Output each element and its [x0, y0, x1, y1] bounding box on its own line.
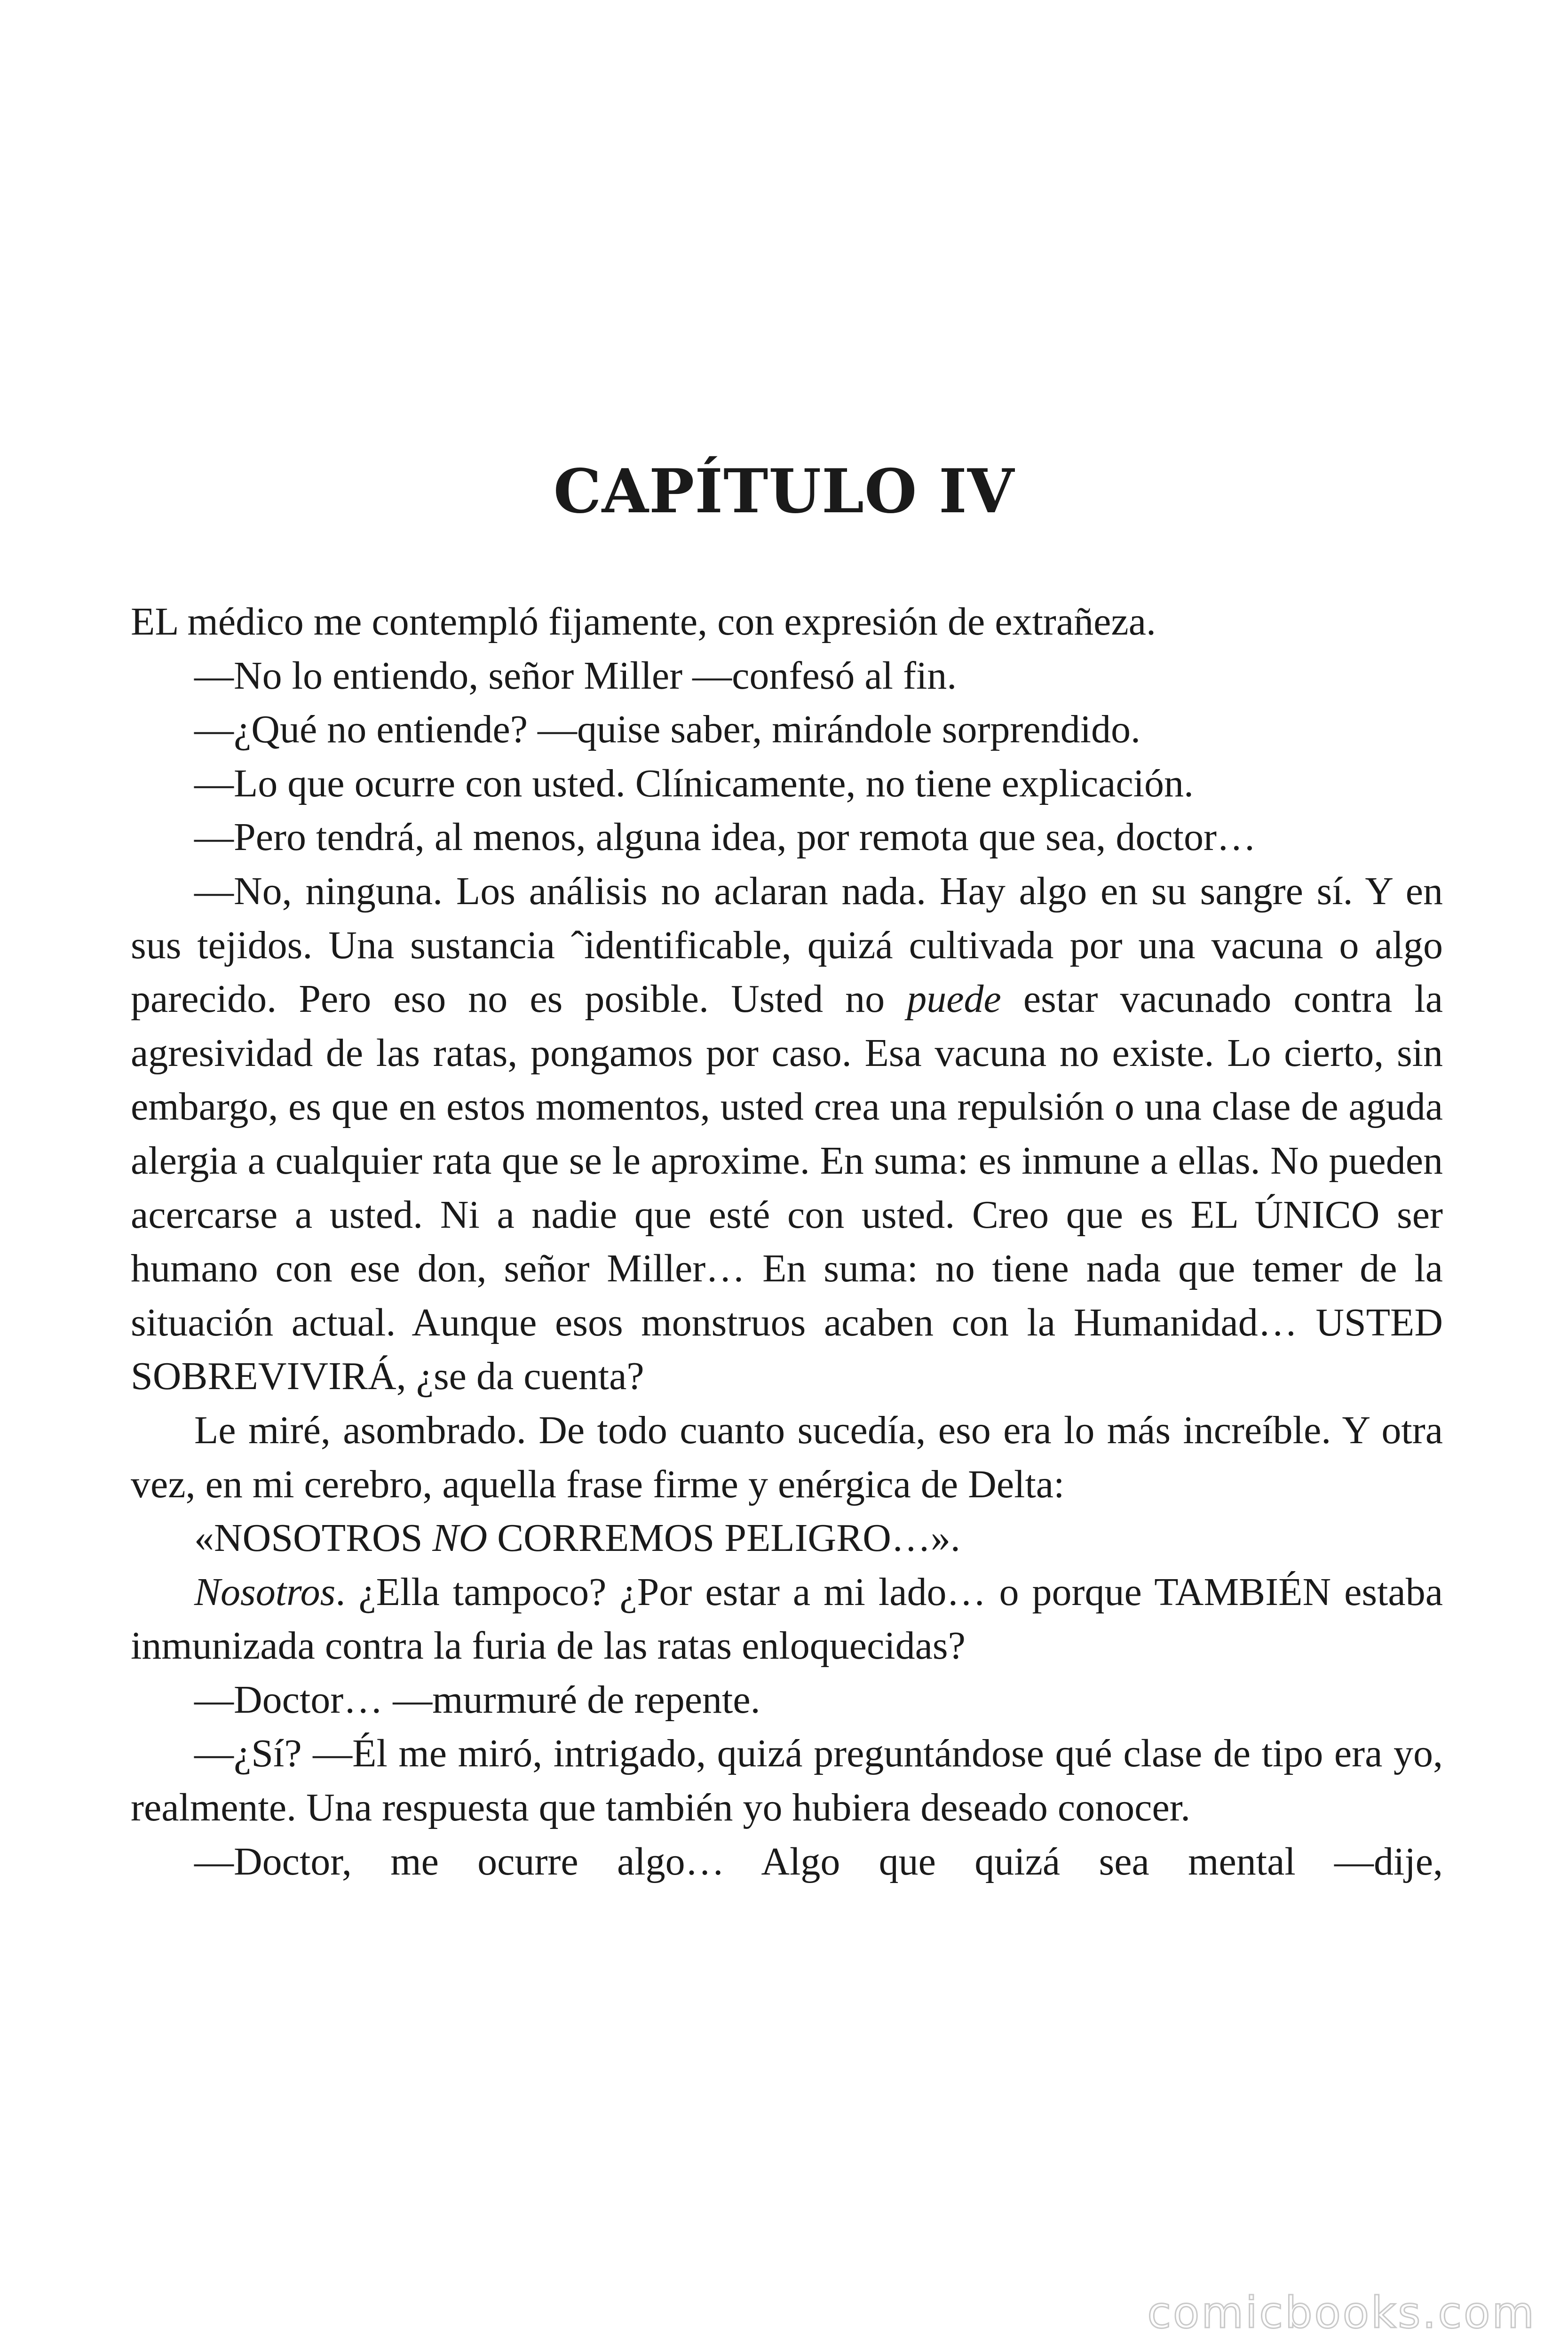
paragraph [131, 1565, 1443, 1673]
paragraph [131, 1673, 1443, 1727]
paragraph [131, 1404, 1443, 1511]
paragraph [131, 703, 1443, 757]
text-run: —No lo entiendo, señor Miller —confesó al fin. [194, 653, 957, 698]
italic-text: puede [907, 977, 1001, 1021]
text-run: —¿Sí? —Él me miró, intrigado, quizá preguntándose qué clase de tipo era yo, realmente. Una respuesta que también yo hubiera deseado conocer. [131, 1732, 1443, 1830]
text-run: CORREMOS PELIGRO…». [487, 1516, 960, 1560]
paragraph [131, 865, 1443, 1404]
italic-text: NO [432, 1516, 488, 1560]
text-run: —Lo que ocurre con usted. Clínicamente, no tiene explicación. [194, 761, 1194, 805]
text-run: . ¿Ella tampoco? ¿Por estar a mi lado… o porque TAMBIÉN estaba inmunizada contra la furia de las ratas enloquecidas? [131, 1570, 1443, 1668]
text-run: —No, ninguna. Los análisis no aclaran nada. Hay algo en su sangre sí. Y en sus tejidos. Una sustancia ˆidentificable, quizá cultivada por una vacuna o algo parecido. Pero eso no es posible. Usted no [131, 869, 1443, 1021]
text-run: —Doctor, me ocurre algo… Algo que quizá sea mental —dije, [194, 1839, 1443, 1883]
paragraph [131, 1727, 1443, 1835]
paragraph [131, 757, 1443, 811]
text-run: —Pero tendrá, al menos, alguna idea, por remota que sea, doctor… [194, 815, 1256, 859]
text-run: EL médico me contempló fijamente, con expresión de extrañeza. [131, 600, 1156, 644]
paragraph [131, 1511, 1443, 1565]
text-run: estar vacunado contra la agresividad de las ratas, pongamos por caso. Esa vacuna no existe. Lo cierto, sin embargo, es que en estos momentos, usted crea una repulsión o una clase de aguda alergia a cualquier rata que se le aproxime. En suma: es inmune a ellas. No pueden acercarse a usted. Ni a nadie que esté con usted. Creo que es EL ÚNICO ser humano con ese don, señor Miller… En suma: no tiene nada que temer de la situación actual. Aunque esos monstruos acaben con la Humanidad… USTED SOBREVIVIRÁ, ¿se da cuenta? [131, 977, 1443, 1398]
text-run: —¿Qué no entiende? —quise saber, mirándole sorprendido. [194, 707, 1141, 752]
paragraph [131, 649, 1443, 703]
watermark-logo: comicbooks.com [1147, 2288, 1536, 2338]
italic-text: Nosotros [194, 1570, 336, 1614]
paragraph [131, 595, 1443, 649]
text-run: —Doctor… —murmuré de repente. [194, 1677, 760, 1722]
paragraph [131, 810, 1443, 865]
chapter-body [131, 595, 1443, 1889]
chapter-title: CAPÍTULO IV [553, 456, 1015, 527]
text-run: Le miré, asombrado. De todo cuanto sucedía, eso era lo más increíble. Y otra vez, en mi cerebro, aquella frase firme y enérgica de Delta: [131, 1408, 1443, 1506]
paragraph [131, 1835, 1443, 1889]
text-run: «NOSOTROS [194, 1516, 433, 1560]
